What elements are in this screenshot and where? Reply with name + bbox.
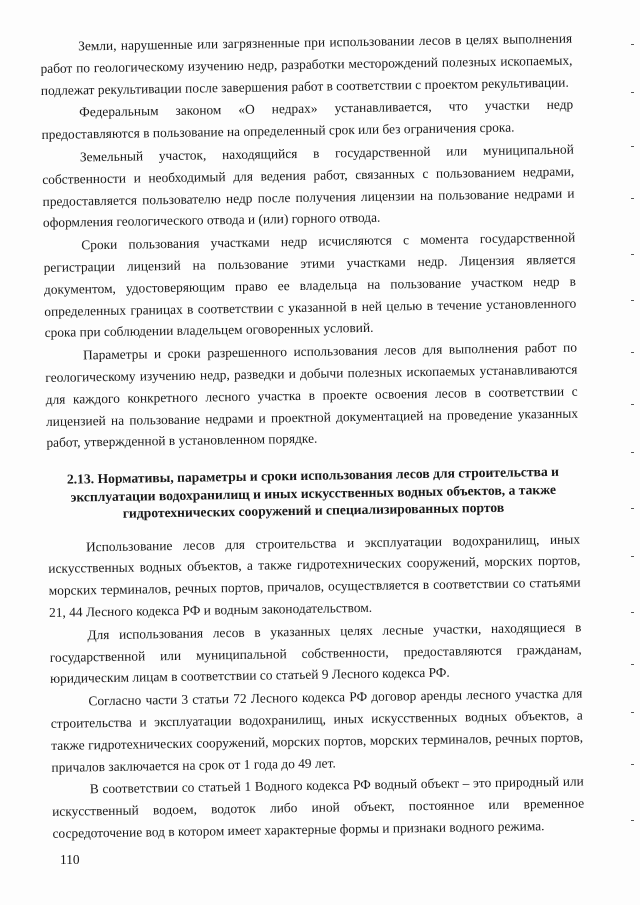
paragraph-land-plot: Земельный участок, находящийся в государственной или муниципальной собственности и необходимый для ведения работ, связанных с пользованием недрами, предоставляется пользователю недр после получения лицензии на пользование недрами и оформления геологического отвода и (или) горного отвода.: [42, 141, 575, 231]
paragraph-license-terms: Сроки пользования участками недр исчисляются с момента государственной регистрации лицензий на пользование этими участками недр. Лицензия является документом, удостоверяющим право ее владельца на пользование участком недр в определенных границах в соответствии с указанной в ней целью в течение установленного срока при соблюдении владельцем оговоренных условий.: [43, 229, 577, 341]
paragraph-reservoir-use: Использование лесов для строительства и эксплуатации водохранилищ, иных искусственных водных объектов, а также гидротехнических сооружений, морских портов, морских терминалов, речных портов, причалов, осуществляется в соответствии со статьями 21, 44 Лесного кодекса РФ и водным законодательством.: [48, 531, 581, 620]
paragraph-plot-provision: Для использования лесов в указанных целях лесные участки, находящиеся в государственной или муниципальной собственности, предоставляются гражданам, юридическим лицам в соответствии со статьей 9 Лесного кодекса РФ.: [49, 619, 582, 687]
paragraph-parameters-geology: Параметры и сроки разрешенного использования лесов для выполнения работ по геологическому изучению недр, разведки и добычи полезных ископаемых устанавливаются для каждого конкретного лесного участка в проекте освоения лесов в соответствии с лицензией на пользование недрами и проектной документацией на проведение указанных работ, утвержденной в установленном порядке.: [45, 339, 579, 451]
page-number: 110: [60, 852, 80, 867]
page-body: [40, 28, 585, 846]
section-heading-2-13: 2.13. Нормативы, параметры и сроки использования лесов для строительства и эксплуатации водохранилищ и иных искусственных водных объектов, а также гидротехнических сооружений и специализированных портов: [66, 464, 560, 521]
paragraph-land-reclamation: Земли, нарушенные или загрязненные при использовании лесов в целях выполнения работ по геологическому изучению недр, разработки месторождений полезных ископаемых, подлежат рекультивации после завершения работ в соответствии с проектом рекультивации.: [40, 30, 573, 98]
paragraph-lease-term: Согласно части 3 статьи 72 Лесного кодекса РФ договор аренды лесного участка для строительства и эксплуатации водохранилищ, иных искусственных водных объектов, а также гидротехнических сооружений, морских портов, морских терминалов, речных портов, причалов заключается на срок от 1 года до 49 лет.: [50, 685, 584, 775]
paragraph-subsoil-law: Федеральным законом «О недрах» устанавливается, что участки недр предоставляются в пользование на определенный срок или без ограничения срока.: [41, 97, 574, 143]
scan-edge-marks: [624, 0, 634, 905]
paragraph-water-body-definition: В соответствии со статьей 1 Водного кодекса РФ водный объект – это природный или искусственный водоем, водоток либо иной объект, постоянное или временное сосредоточение вод в котором имеет характерные формы и признаки водного режима.: [52, 773, 585, 841]
